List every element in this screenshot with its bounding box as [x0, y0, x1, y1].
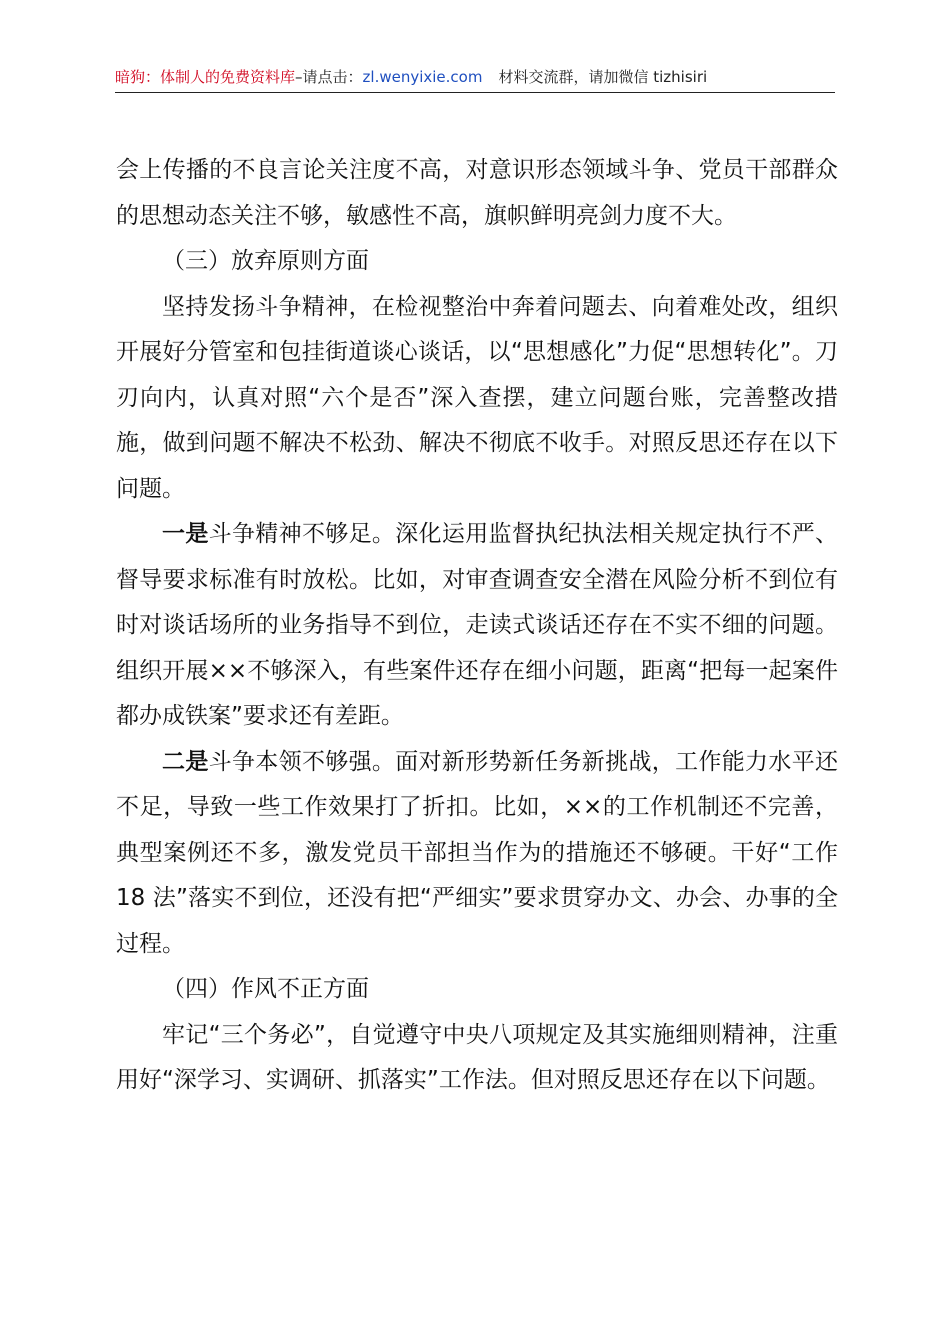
paragraph-item-2 [116, 740, 838, 968]
header-brand: 暗狗：体制人的免费资料库 [115, 68, 296, 86]
section-heading-4: （四）作风不正方面 [162, 976, 369, 1002]
header-link[interactable]: zl.wenyixie.com [362, 68, 483, 86]
item-1-text: 斗争精神不够足。深化运用监督执纪执法相关规定执行不严、督导要求标准有时放松。比如，对审查调查安全潜在风险分析不到位有时对谈话场所的业务指导不到位，走读式谈话还存在不实不细的问题。组织开展××不够深入，有些案件还存在细小问题，距离“把每一起案件都办成铁案”要求还有差距。 [116, 521, 839, 729]
page-header [115, 66, 835, 93]
paragraph-principles: 坚持发扬斗争精神，在检视整治中奔着问题去、向着难处改，组织开展好分管室和包挂街道谈心谈话，以“思想感化”力促“思想转化”。刀刃向内，认真对照“六个是否”深入查摆，建立问题台账，完善整改措施，做到问题不解决不松劲、解决不彻底不收手。对照反思还存在以下问题。 [116, 293, 838, 502]
item-2-text: 斗争本领不够强。面对新形势新任务新挑战，工作能力水平还不足，导致一些工作效果打了折扣。比如，××的工作机制还不完善，典型案例还不多，激发党员干部担当作为的措施还不够硬。干好“工作 18 法”落实不到位，还没有把“严细实”要求贯穿办文、办会、办事的全过程。 [116, 748, 839, 957]
paragraph-style: 牢记“三个务必”，自觉遵守中央八项规定及其实施细则精神，注重用好“深学习、实调研、抓落实”工作法。但对照反思还存在以下问题。 [116, 1021, 838, 1093]
document-body [116, 148, 838, 1104]
section-heading-3: （三）放弃原则方面 [162, 248, 369, 274]
paragraph-continuation: 会上传播的不良言论关注度不高，对意识形态领域斗争、党员干部群众的思想动态关注不够，敏感性不高，旗帜鲜明亮剑力度不大。 [116, 157, 838, 229]
header-contact: 材料交流群，请加微信 tizhisiri [498, 68, 708, 86]
item-1-lead: 一是 [162, 521, 209, 547]
header-prompt: –请点击： [295, 68, 363, 86]
paragraph-item-1 [116, 512, 838, 740]
item-2-lead: 二是 [162, 748, 209, 775]
